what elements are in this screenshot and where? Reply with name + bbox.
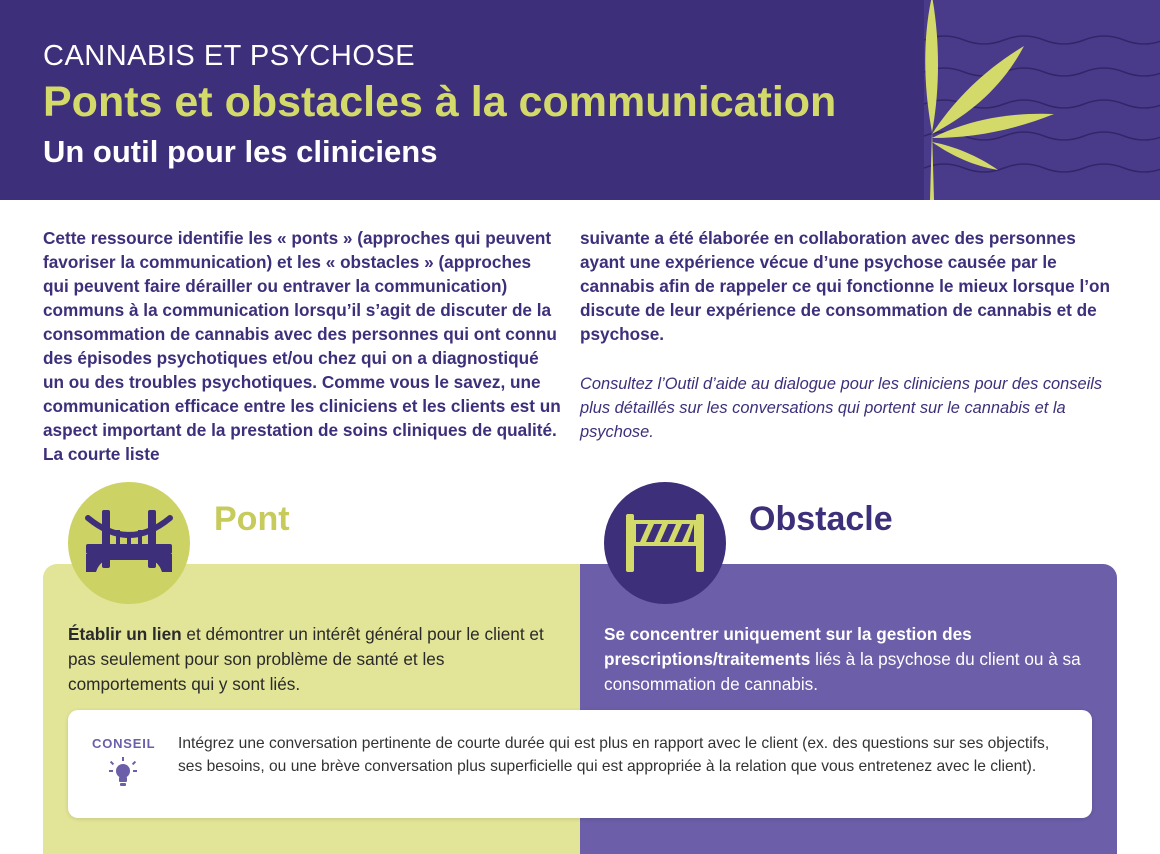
header-banner [0, 0, 1160, 200]
pont-icon-circle [68, 482, 190, 604]
intro-text-left: Cette ressource identifie les « ponts » (approches qui peuvent favoriser la communication) et les « obstacles » (approches qui peuvent faire dérailler ou entraver la communication) communs à la communication lorsqu’il s’agit de discuter de la consommation de cannabis avec des personnes qui ont connu des épisodes psychotiques et/ou chez qui on a diagnostiqué un ou des troubles psychotiques. Comme vous le savez, une communication efficace entre les cliniciens et les clients est un aspect important de la prestation de soins cliniques de qualité. La courte liste [43, 228, 561, 464]
decorative-panel [924, 0, 1160, 200]
pont-heading: Pont [214, 500, 290, 538]
obstacle-heading: Obstacle [749, 500, 893, 538]
obstacle-description [604, 622, 1094, 697]
lightbulb-icon [106, 756, 140, 790]
intro-note: Consultez l’Outil d’aide au dialogue pour les cliniciens pour des conseils plus détaillés sur les conversations qui portent sur le cannabis et la psychose. [580, 375, 1103, 441]
tip-label: CONSEIL [92, 736, 156, 751]
pont-description [68, 622, 558, 697]
pont-body: et démontrer un intérêt général pour le client et pas seulement pour son problème de santé et les comportements qui y sont liés. [68, 624, 544, 694]
header-kicker: CANNABIS ET PSYCHOSE [43, 40, 416, 72]
pont-lead: Établir un lien [68, 624, 182, 644]
page-title: Ponts et obstacles à la communication [43, 78, 837, 126]
obstacle-icon-circle [604, 482, 726, 604]
obstacle-body: liés à la psychose du client ou à sa consommation de cannabis. [604, 649, 1081, 694]
barrier-icon [604, 482, 726, 604]
cannabis-leaf-icon [924, 0, 1160, 200]
tip-card [68, 710, 1092, 818]
obstacle-lead: Se concentrer uniquement sur la gestion des prescriptions/traitements [604, 624, 972, 669]
page-subtitle: Un outil pour les cliniciens [43, 134, 438, 169]
bridge-icon [68, 482, 190, 604]
tip-text: Intégrez une conversation pertinente de courte durée qui est plus en rapport avec le client (ex. des questions sur ses objectifs, ses besoins, ou une brève conversation plus superficielle qui est appropriée à la relation que vous entretenez avec le client). [178, 735, 1050, 775]
intro-text-right: suivante a été élaborée en collaboration avec des personnes ayant une expérience vécue d’une psychose causée par le cannabis afin de rappeler ce qui fonctionne le mieux lorsque l’on discute de leur expérience de consommation de cannabis et de psychose. [580, 228, 1111, 344]
